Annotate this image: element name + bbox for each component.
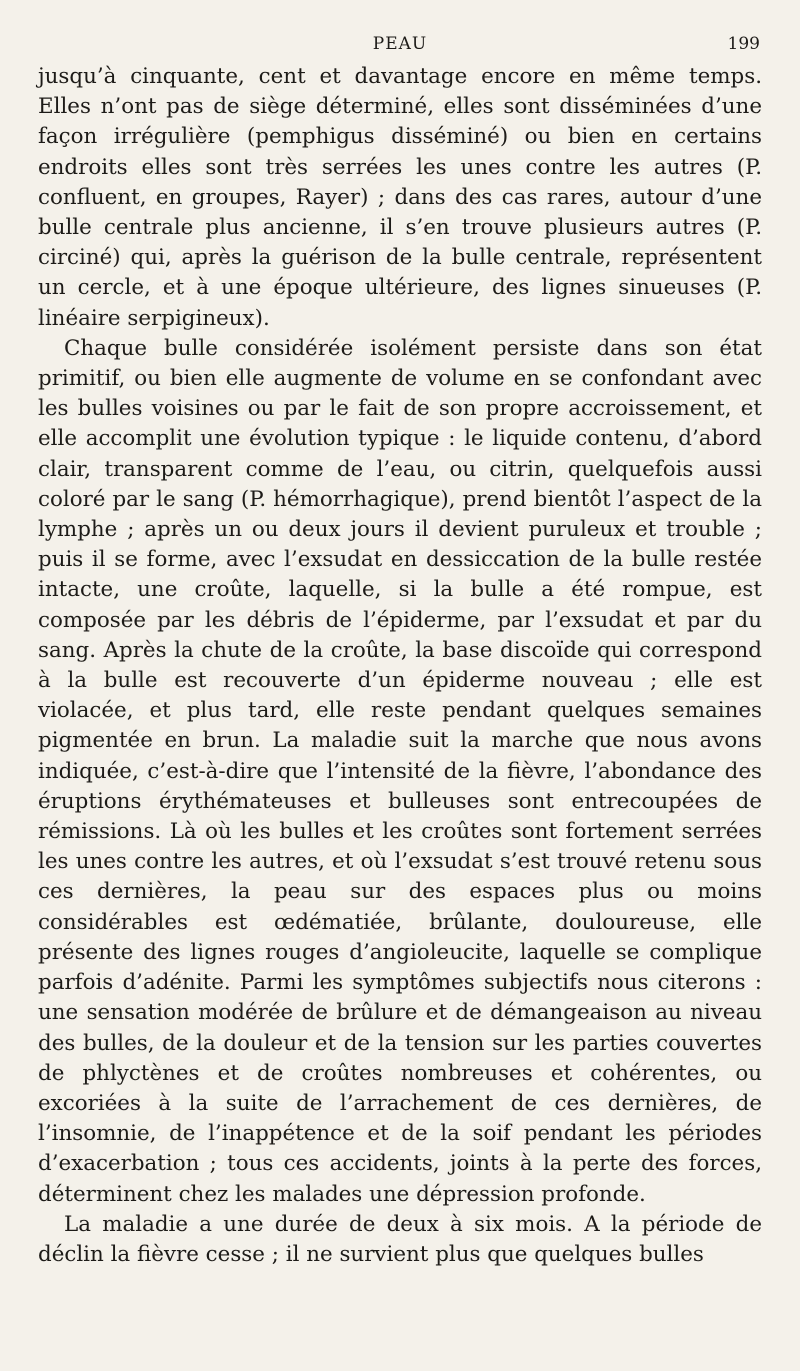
paragraph-continued: jusqu’à cinquante, cent et davantage encore en même temps. Elles n’ont pas de siège déterminé, elles sont disséminées d’une façon irrégulière (pemphigus disséminé) ou bien en certains endroits elles sont très serrées les unes contre les autres (P. confluent, en groupes, Rayer) ; dans des cas rares, autour d’une bulle centrale plus ancienne, il s’en trouve plusieurs autres (P. circiné) qui, après la guérison de la bulle centrale, représentent un cercle, et à une époque ultérieure, des lignes sinueuses (P. linéaire serpigineux). (38, 64, 762, 331)
page-number: 199 (727, 34, 760, 54)
body-text (38, 62, 762, 1270)
paragraph-bullae-evolution: Chaque bulle considérée isolément persiste dans son état primitif, ou bien elle augmente de volume en se confondant avec les bulles voisines ou par le fait de son propre accroissement, et elle accomplit une évolution typique : le liquide contenu, d’abord clair, transparent comme de l’eau, ou citrin, quelquefois aussi coloré par le sang (P. hémorrhagique), prend bientôt l’aspect de la lymphe ; après un ou deux jours il devient puruleux et trouble ; puis il se forme, avec l’exsudat en dessiccation de la bulle restée intacte, une croûte, laquelle, si la bulle a été rompue, est composée par les débris de l’épiderme, par l’exsudat et par du sang. Après la chute de la croûte, la base discoïde qui correspond à la bulle est recouverte d’un épiderme nouveau ; elle est violacée, et plus tard, elle reste pendant quelques semaines pigmentée en brun. La maladie suit la marche que nous avons indiquée, c’est-à-dire que l’intensité de la fièvre, l’abondance des éruptions érythémateuses et bulleuses sont entrecoupées de rémissions. Là où les bulles et les croûtes sont fortement serrées les unes contre les autres, et où l’exsudat s’est trouvé retenu sous ces dernières, la peau sur des espaces plus ou moins considérables est œdématiée, brûlante, douloureuse, elle présente des lignes rouges d’angioleucite, laquelle se complique parfois d’adénite. Parmi les symptômes subjectifs nous citerons : une sensation modérée de brûlure et de démangeaison au niveau des bulles, de la douleur et de la tension sur les parties couvertes de phlyctènes et de croûtes nombreuses et cohérentes, ou excoriées à la suite de l’arrachement de ces dernières, de l’insomnie, de l’inappétence et de la soif pendant les périodes d’exacerbation ; tous ces accidents, joints à la perte des forces, déterminent chez les malades une dépression profonde. (38, 335, 762, 1207)
running-header (38, 26, 762, 62)
paragraph-duration: La maladie a une durée de deux à six mois. A la période de déclin la fièvre cesse ; il ne survient plus que quelques bulles (38, 1211, 762, 1267)
running-title: PEAU (372, 34, 428, 54)
